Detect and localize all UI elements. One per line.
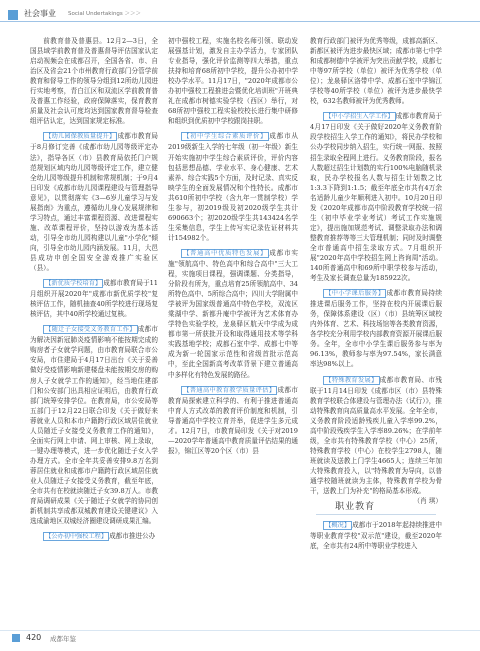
article-heading: 【普通高中优质特色发展】 [183,249,268,257]
article-text: 成都市推进公办 [109,532,156,541]
article-block [310,288,442,369]
article-heading: 【幼儿园保教质量提升】 [45,133,116,141]
article-text: 成都市教育局持续推进课后服务工作，坚持在校内开展课后服务，保障体系建设（区）（市）县统筹区域校内外体育、艺术、科技场馆等各类教育资源，各学校充分利用学校内部教育资源开展课后服务。全年，全市中小学生课后服务参与率为96.13%，教师参与率为97.54%，家长满意率达98%以上。 [310,289,442,369]
page-header [0,0,480,26]
article-block [30,278,158,319]
article-text: 成都市教育局于4月17日印发《关于做好2020年义务教育阶段学校招生入学工作的通知》，将民办学校和公办学校同步纳入招生，实行统一网报、按照招生录取全程网上进行。义务教育阶段，报名人数超过招生计划数的实行100%电脑随机录取，民办学校报名人数与招生计划数之比1:3.3下降到1:1.5；截至年底全市共有4万余名适龄儿童少年顺利进入初中。10月20日印发《2020年成都市高中阶段教育学校统一招生（初中毕业学业考试）考试工作实施规定》，提出施加规范考试、调整录取办法和调整教育推荐等等三大管理机制；同时及时调整全市普通高中招生录取方式。7月组织开展"2020年高中学校招生网上咨询周"活动。140所普通高中和69所中职学校参与活动，考生及家长调查总量为185922次。 [310,112,442,283]
article-block [168,248,298,380]
article-block [30,36,158,126]
article-text: 成都市为解决因新冠肺炎疫情影响不能按期完成的购房者子女就学问题，由市教育局联合市公安局，市住建局于4月17日出台《关于妥善做好受疫情影响新建楼盘未能按期交房的购房人子女就学工作的通知》，经当地住建部门和公安部门出具相应证明后，由教育行政部门统筹安排学位。在教育局，市公安局等五部门于12月22日联合印发《关于做好来蓉就业人员和本市户籍跨行政区域居住就业人员随迁子女接受义务教育工作的通知》，全面实行网上申请、网上审核、网上录取，一键办理等模式，进一步优化随迁子女入学办理方式。全市全年共妥善安排9.8万名到蓉居住就业和成都市户籍跨行政区域居住就业人员随迁子女接受义务教育，截至年底，全市共有在校就读随迁子女39.8万人。市教育局调研成果《关于随迁子女就学的协同创新机制共享成都双城教育建设关键建议》入选成渝地区双城经济圈建设调研成果汇编。 [30,325,158,526]
article-block [30,131,158,273]
author-attribution: （肖 琪） [413,497,442,506]
article-text: 成都市教育局于11月组织开展2020年"成都市新优质学校"复核评估工作，随机抽查40所学校进行现场复核评估，其中40所学校通过复核。 [30,279,158,319]
text-column-3 [310,36,442,626]
section-heading-rule [316,514,436,515]
text-column-1 [30,36,158,626]
publication-name: 成都年鉴 [50,635,76,643]
text-column-2 [168,36,298,626]
article-block [168,36,298,126]
article-block [310,375,442,506]
article-heading: 【新优质学校培育】 [45,280,102,288]
section-title-en: Social Undertakings ＞＞＞ [68,11,142,17]
article-heading: 【概况】 [325,522,351,530]
page-marker-icon [12,634,20,642]
article-text: 成都市教育局探索建立科学的、有利于推进普通高中育人方式改革的教育评价制度和机制，引导普通高中学校立育并举，促进学生多元成才。12月7日，市教育局印发《关于对2019—2020学年普通高中教育质量评估结果的通报》，锦江区等20个区（市）县 [168,385,298,455]
article-block [168,131,298,243]
section-title-cn: 社会事业 [24,9,56,18]
article-text: 初中强校工程，实施名校名师引领、联动发展强基计划，激发自主办学活力，专家团队专业指导，强化评价监测等四大举措，重点扶持和培育68所初中学校，提升公办初中学校办学水平。11月17日，"2020年成都市公办初中强校工程推进会暨优化培训班"开班典礼在成都市树德实验学校（西区）举行，对68所初中强校工程实验校校长进行集中研修和组织到优质初中学校跟岗挂职。 [168,37,298,126]
article-block [310,36,442,106]
article-block [30,531,158,542]
article-block [168,385,298,456]
article-text: 成都市从2019级新生入学的七年级（初一年级）新生开始实施初中学生综合素质评价，评价内容包括思想品德、学业水平、身心健康、艺术素养、综合实践5个方面，及时记录、真实反映学生的全面发展情况和个性特长。成都市共610所初中学校（含九年一贯制学校）学生参与，初2019级及初2020级学生共计690663个；初2020级学生共143424名学生采集信息，学生上传写实记录佐证材料共计154982个。 [168,132,298,242]
article-block [310,520,442,551]
header-divider [0,21,480,22]
section-heading: 职业教育 [335,502,376,513]
article-text: 成都市于2018年起持续推进中等职业教育学校"双示范"建设，截至2020年底，全市共有24所中等职业学校进入 [310,521,442,551]
article-heading: 【初中学生综合素质评价】 [183,133,268,141]
section-marker-icon [8,10,18,20]
article-heading: 【特殊教育发展】 [325,376,378,384]
article-heading: 【中小学招生入学工作】 [325,113,394,121]
article-block [30,324,158,526]
article-heading: 【公办初中强校工程】 [45,533,108,541]
article-heading: 【普通高中教育教学质量评估】 [183,386,276,394]
article-heading: 【中小学课后服务】 [325,290,385,298]
article-heading: 【随迁子女接受义务教育工作】 [45,326,136,334]
article-block [310,111,442,283]
article-text: 前教育普及普惠县。12月2—3日，全国县域学前教育普及普惠督导评估国家认定启动视频会在成都召开，全国各省、市、自治区及省会21个市州教育行政部门分管学前教育和督导工作的领导分组到12所幼儿园进行实地考察，青白江区和双流区学前教育普及普惠工作经验，政府保障落实，保育教育质量及社会认可度均达到国家教育督导检查组评估认定，达到国家规定标准。 [30,37,158,126]
article-text: 成都市教育局、市残联于11月14日印发《成都市区（市）县特殊教育学校联合体建设与管理办法（试行）》，推动特殊教育向高质量高水平发展。全年全市，义务教育阶段适龄残疾儿童入学率99.2%，高中阶段残疾学生入学率89.26%；在学前年级，全市共有特殊教育学校（中心）25所，特殊教育学校（中心）在校学生2798人，随班就读及送教上门学生4665人；连续三年加大特殊教育投入，以"特殊教育为导向，以普通学校随班就读为主体，特殊教育学校为骨干，送教上门为补充"的格局基本形成。 [310,375,442,496]
footer-divider [0,630,480,631]
page-number: 420 [26,633,42,642]
article-text: 成都市教育局于8月修订完善《成都市幼儿园等级评定办法》，指导各区（市）县教育局依托门户规范规划区域内幼儿园等级评定工作，建立健全幼儿园等级提升机制和常规机制；于9月4日印发《成都市幼儿园课程建设与管理指导意见》，以贯彻落实《3—6岁儿童学习与发展指南》为重点，遵循幼儿身心发展规律和学习特点，通过丰富课程资源、改进课程实施、改革课程评价，坚持以游戏为基本活动，引导全市幼儿园构建以儿童"小学化"倾向，引导全市幼儿园内涵发展。11月，大邑县成功申创全国安全游戏推广实验区（县）。 [30,132,158,273]
article-text: 成都市实施"领航高中、特色高中和综合高中"三大工程，实施项目课程，强调课题、分类指导，分阶段有所为，重点培育25所领航高中、34所特色高中、5所综合高中；四川大学附属中学被评为国家级普通高中特色学校，双流区棠湖中学、新都升庵中学被评为艺术体育办学特色实验学校，龙泉驿区航天中学成为成都市第一所获批开设和取得通用技术等学科实践基地学校；成都石室中学、成都七中等成为新一轮国家示范性和省级首批示范高中，至此全国新高考改革背景下建立普通高中多样化有特色发展的路径。 [168,248,298,379]
article-text: 教育行政部门被评为优秀等级，成都高新区、新都区被评为进步最快区域；成都市第七中学和成都树德中学被评为突出贡献学校，成都七中等97所学校（单位）被评为优秀学校（单位）；龙泉驿区洛带中学、成都石室中学锦江学校等40所学校（单位）被评为进步最快学校，632名教师被评为优秀教师。 [310,37,442,106]
